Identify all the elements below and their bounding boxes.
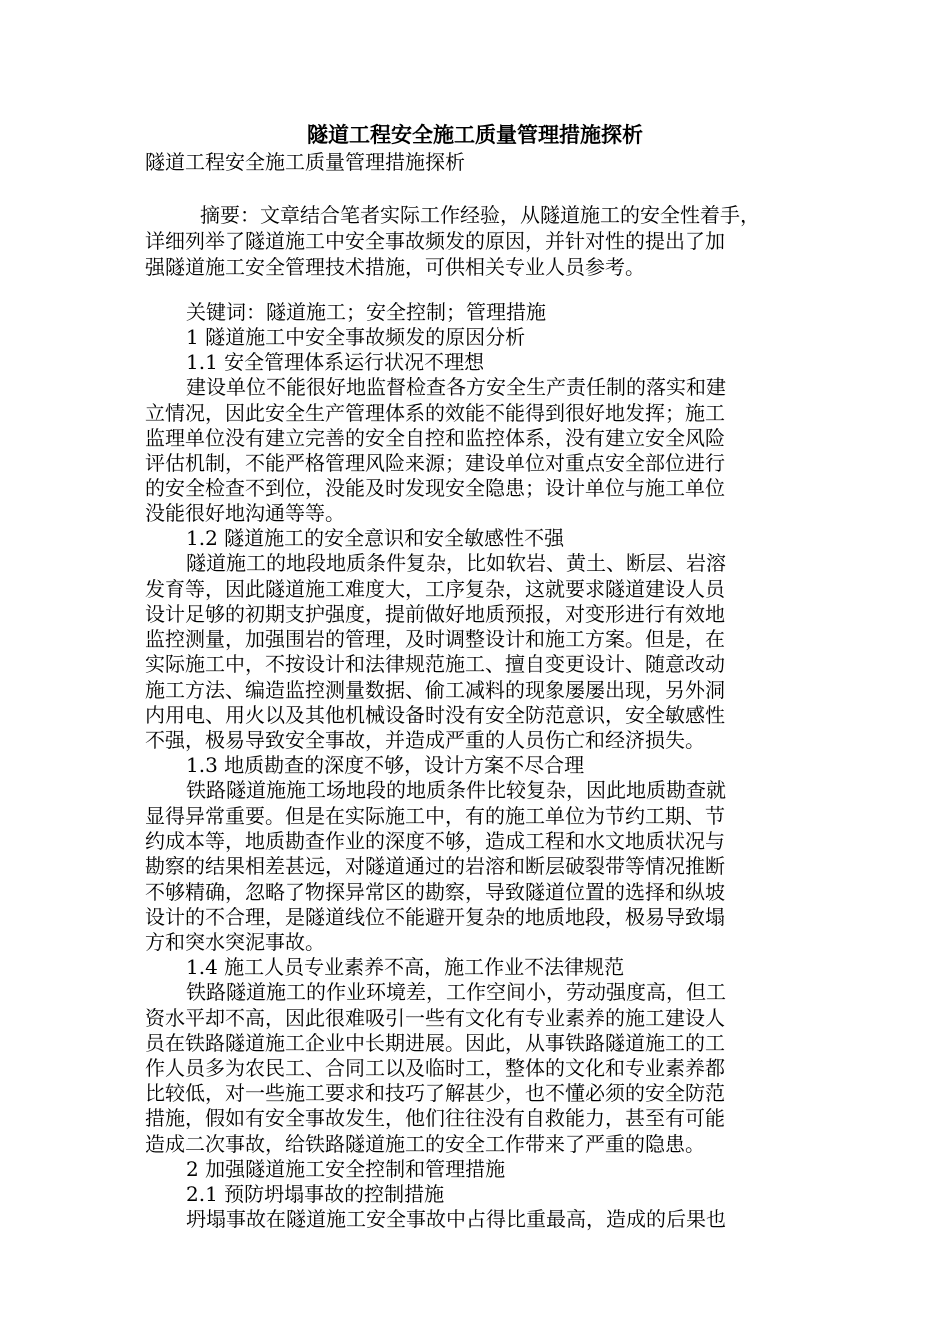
paragraph-line: 造成二次事故，给铁路隧道施工的安全工作带来了严重的隐患。 [145, 1132, 705, 1156]
paragraph-line: 监理单位没有建立完善的安全自控和监控体系，没有建立安全风险 [145, 426, 725, 450]
keywords: 关键词：隧道施工；安全控制；管理措施 [186, 300, 546, 324]
paragraph-line: 设计的不合理，是隧道线位不能避开复杂的地质地段，极易导致塌 [145, 905, 725, 929]
abstract-line: 详细列举了隧道施工中安全事故频发的原因，并针对性的提出了加 [145, 229, 725, 253]
paragraph-line: 设计足够的初期支护强度，提前做好地质预报，对变形进行有效地 [145, 602, 725, 626]
paragraph-line: 措施，假如有安全事故发生，他们往往没有自救能力，甚至有可能 [145, 1106, 725, 1130]
paragraph-line: 比较低，对一些施工要求和技巧了解甚少，也不懂必须的安全防范 [145, 1081, 725, 1105]
paragraph-line: 立情况，因此安全生产管理体系的效能不能得到很好地发挥；施工 [145, 401, 725, 425]
abstract-line: 摘要：文章结合笔者实际工作经验，从隧道施工的安全性着手， [200, 203, 760, 227]
paragraph-line: 勘察的结果相差甚远，对隧道通过的岩溶和断层破裂带等情况推断 [145, 854, 725, 878]
paragraph-line: 内用电、用火以及其他机械设备时没有安全防范意识，安全敏感性 [145, 703, 725, 727]
paragraph-line: 约成本等，地质勘查作业的深度不够，造成工程和水文地质状况与 [145, 829, 725, 853]
paragraph-line: 发育等，因此隧道施工难度大，工序复杂，这就要求隧道建设人员 [145, 577, 725, 601]
paragraph-line: 坍塌事故在隧道施工安全事故中占得比重最高，造成的后果也 [186, 1207, 726, 1231]
paragraph-line: 的安全检查不到位，没能及时发现安全隐患；设计单位与施工单位 [145, 476, 725, 500]
paragraph-line: 施工方法、编造监控测量数据、偷工减料的现象屡屡出现，另外洞 [145, 678, 725, 702]
paragraph-line: 不强，极易导致安全事故，并造成严重的人员伤亡和经济损失。 [145, 728, 705, 752]
paragraph-line: 铁路隧道施工的作业环境差，工作空间小，劳动强度高，但工 [186, 980, 726, 1004]
subsection-heading: 1.3 地质勘查的深度不够，设计方案不尽合理 [186, 753, 585, 777]
section-heading: 1 隧道施工中安全事故频发的原因分析 [186, 325, 526, 349]
paragraph-line: 员在铁路隧道施工企业中长期进展。因此，从事铁路隧道施工的工 [145, 1031, 725, 1055]
document-subtitle: 隧道工程安全施工质量管理措施探析 [145, 150, 465, 174]
paragraph-line: 显得异常重要。但是在实际施工中，有的施工单位为节约工期、节 [145, 804, 725, 828]
abstract-line: 强隧道施工安全管理技术措施，可供相关专业人员参考。 [145, 255, 645, 279]
paragraph-line: 评估机制，不能严格管理风险来源；建设单位对重点安全部位进行 [145, 451, 725, 475]
paragraph-line: 监控测量，加强围岩的管理，及时调整设计和施工方案。但是，在 [145, 627, 725, 651]
subsection-heading: 1.1 安全管理体系运行状况不理想 [186, 350, 485, 374]
paragraph-line: 方和突水突泥事故。 [145, 930, 325, 954]
paragraph-line: 不够精确，忽略了物探异常区的勘察，导致隧道位置的选择和纵坡 [145, 880, 725, 904]
paragraph-line: 铁路隧道施施工场地段的地质条件比较复杂，因此地质勘查就 [186, 778, 726, 802]
section-heading: 2 加强隧道施工安全控制和管理措施 [186, 1157, 506, 1181]
paragraph-line: 建设单位不能很好地监督检查各方安全生产责任制的落实和建 [186, 375, 726, 399]
paragraph-line: 作人员多为农民工、合同工以及临时工，整体的文化和专业素养都 [145, 1056, 725, 1080]
paragraph-line: 资水平却不高，因此很难吸引一些有文化有专业素养的施工建设人 [145, 1006, 725, 1030]
subsection-heading: 1.2 隧道施工的安全意识和安全敏感性不强 [186, 526, 565, 550]
paragraph-line: 隧道施工的地段地质条件复杂，比如软岩、黄土、断层、岩溶 [186, 551, 726, 575]
paragraph-line: 实际施工中，不按设计和法律规范施工、擅自变更设计、随意改动 [145, 652, 725, 676]
subsection-heading: 2.1 预防坍塌事故的控制措施 [186, 1182, 445, 1206]
document-title: 隧道工程安全施工质量管理措施探析 [307, 122, 643, 147]
paragraph-line: 没能很好地沟通等等。 [145, 501, 345, 525]
subsection-heading: 1.4 施工人员专业素养不高，施工作业不法律规范 [186, 955, 625, 979]
